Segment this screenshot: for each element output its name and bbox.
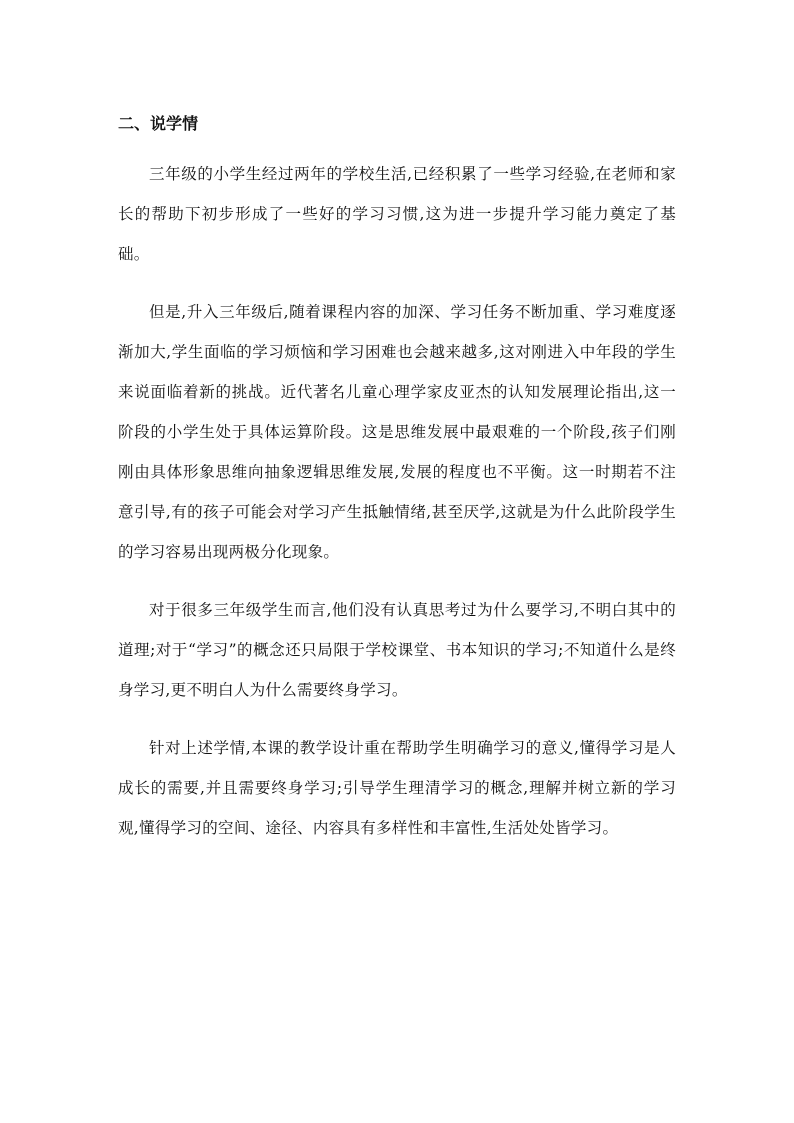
section-heading: 二、说学情 [118,114,199,133]
paragraph-understanding: 对于很多三年级学生而言,他们没有认真思考过为什么要学习,不明白其中的道理;对于“学习”的概念还只局限于学校课堂、书本知识的学习;不知道什么是终身学习,更不明白人为什么需要终身学习。 [118,601,676,699]
paragraph-prior-experience: 三年级的小学生经过两年的学校生活,已经积累了一些学习经验,在老师和家长的帮助下初步形成了一些好的学习习惯,这为进一步提升学习能力奠定了基础。 [118,165,676,263]
paragraph-challenges: 但是,升入三年级后,随着课程内容的加深、学习任务不断加重、学习难度逐渐加大,学生面临的学习烦恼和学习困难也会越来越多,这对刚进入中年段的学生来说面临着新的挑战。近代著名儿童心理学家皮亚杰的认知发展理论指出,这一阶段的小学生处于具体运算阶段。这是思维发展中最艰难的一个阶段,孩子们刚刚由具体形象思维向抽象逻辑思维发展,发展的程度也不平衡。这一时期若不注意引导,有的孩子可能会对学习产生抵触情绪,甚至厌学,这就是为什么此阶段学生的学习容易出现两极分化现象。 [118,303,676,561]
paragraph-teaching-design: 针对上述学情,本课的教学设计重在帮助学生明确学习的意义,懂得学习是人成长的需要,并且需要终身学习;引导学生理清学习的概念,理解并树立新的学习观,懂得学习的空间、途径、内容具有多样性和丰富性,生活处处皆学习。 [118,739,676,837]
section-body [118,154,676,866]
